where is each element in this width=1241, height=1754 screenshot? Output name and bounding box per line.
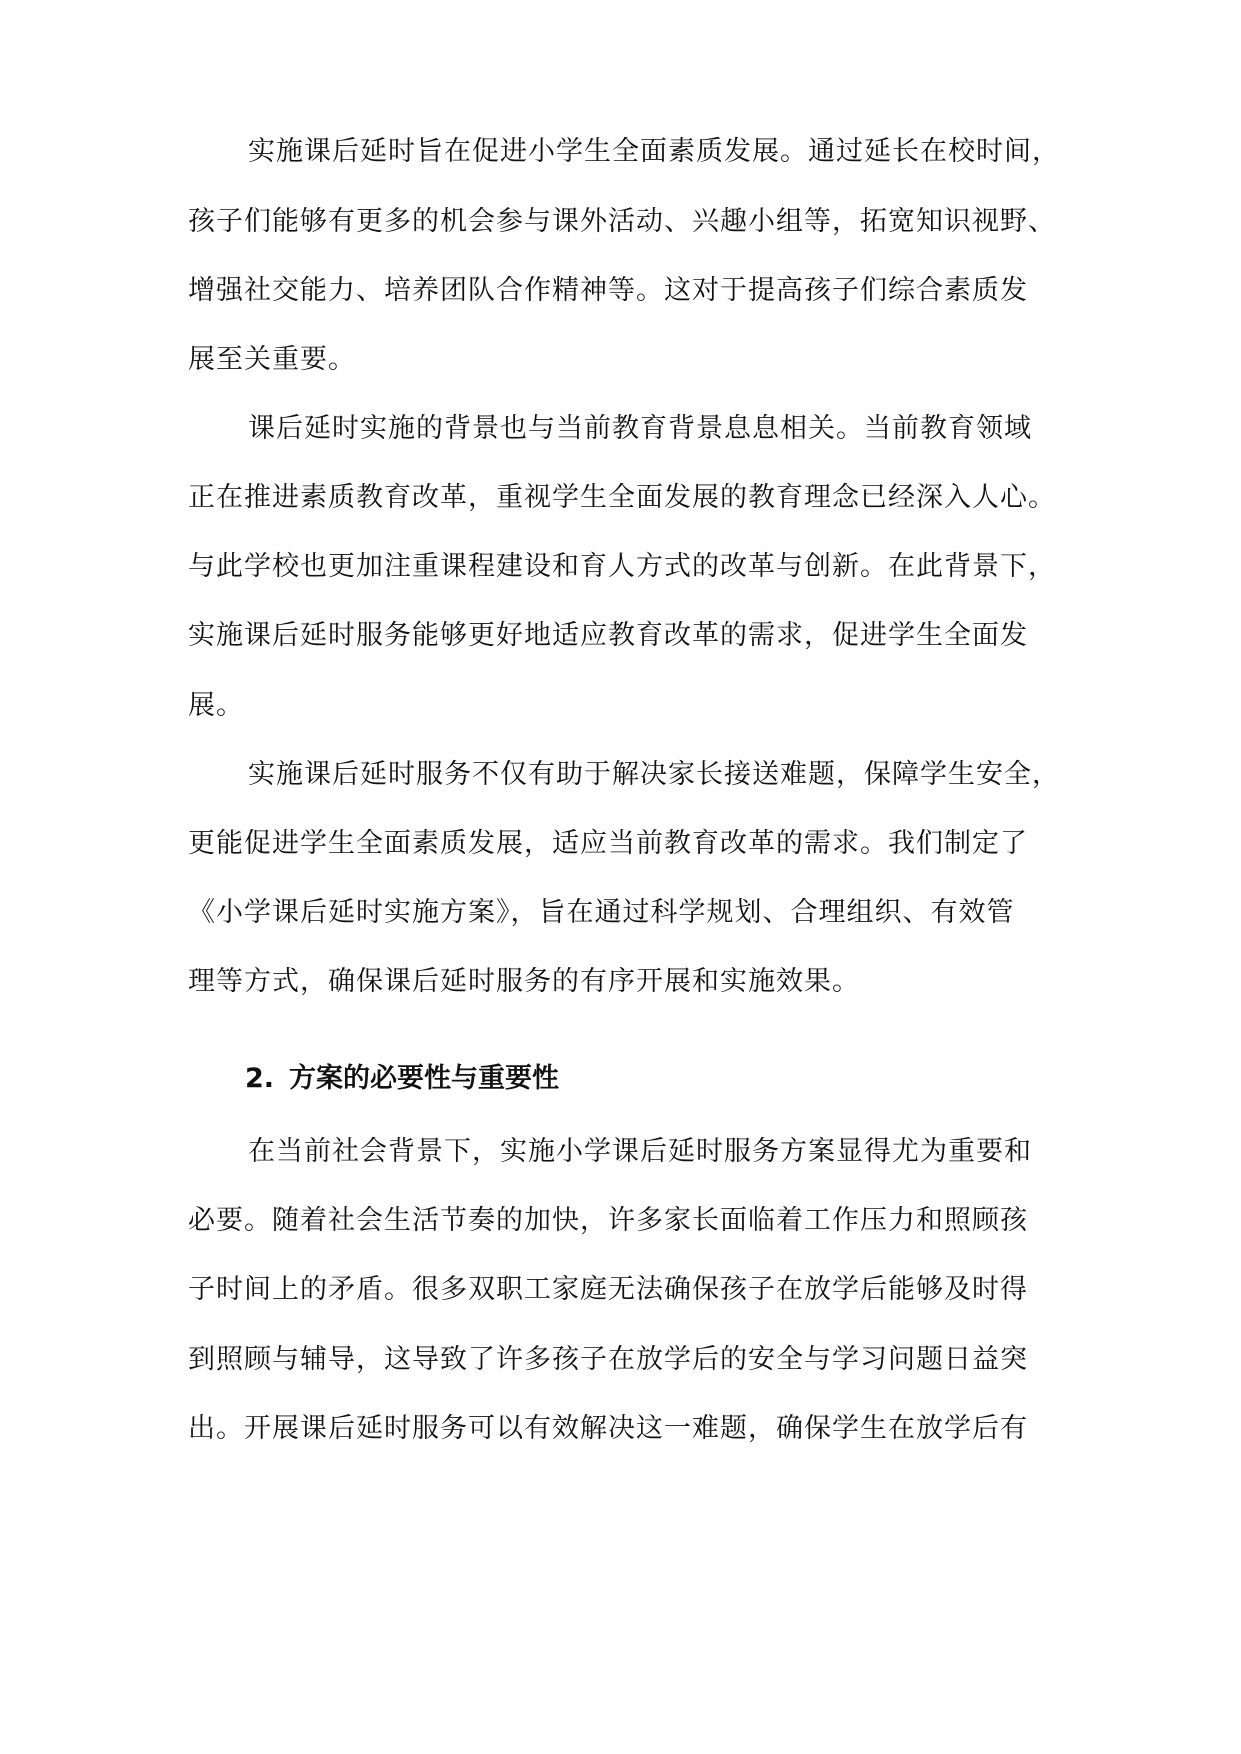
- paragraph-2-line-5: 展。: [188, 690, 244, 721]
- section-number: 2.: [245, 1063, 275, 1094]
- paragraph-3-line-1: 实施课后延时服务不仅有助于解决家长接送难题，保障学生安全，: [248, 759, 1060, 790]
- paragraph-2-line-3: 与此学校也更加注重课程建设和育人方式的改革与创新。在此背景下，: [188, 551, 1056, 582]
- paragraph-3-line-3: 《小学课后延时实施方案》，旨在通过科学规划、合理组织、有效管: [188, 897, 1015, 928]
- paragraph-1-line-2: 孩子们能够有更多的机会参与课外活动、兴趣小组等，拓宽知识视野、: [188, 206, 1056, 237]
- paragraph-2-line-1: 课后延时实施的背景也与当前教育背景息息相关。当前教育领域: [248, 413, 1032, 444]
- section-title: 方案的必要性与重要性: [289, 1063, 559, 1094]
- paragraph-1-line-3: 增强社交能力、培养团队合作精神等。这对于提高孩子们综合素质发: [188, 275, 1028, 306]
- paragraph-2-line-2: 正在推进素质教育改革，重视学生全面发展的教育理念已经深入人心。: [188, 482, 1056, 513]
- paragraph-1-line-1: 实施课后延时旨在促进小学生全面素质发展。通过延长在校时间，: [248, 136, 1060, 167]
- paragraph-4-line-1: 在当前社会背景下，实施小学课后延时服务方案显得尤为重要和: [248, 1136, 1032, 1167]
- paragraph-3-line-4: 理等方式，确保课后延时服务的有序开展和实施效果。: [188, 966, 860, 997]
- paragraph-3-line-2: 更能促进学生全面素质发展，适应当前教育改革的需求。我们制定了: [188, 828, 1028, 859]
- paragraph-4-line-2: 必要。随着社会生活节奏的加快，许多家长面临着工作压力和照顾孩: [188, 1205, 1028, 1236]
- paragraph-1-line-4: 展至关重要。: [188, 344, 356, 375]
- paragraph-4-line-4: 到照顾与辅导，这导致了许多孩子在放学后的安全与学习问题日益突: [188, 1344, 1028, 1375]
- section-heading: [245, 1062, 559, 1096]
- paragraph-2-line-4: 实施课后延时服务能够更好地适应教育改革的需求，促进学生全面发: [188, 620, 1028, 651]
- paragraph-4-line-3: 子时间上的矛盾。很多双职工家庭无法确保孩子在放学后能够及时得: [188, 1274, 1028, 1305]
- paragraph-4-line-5: 出。开展课后延时服务可以有效解决这一难题，确保学生在放学后有: [188, 1413, 1028, 1444]
